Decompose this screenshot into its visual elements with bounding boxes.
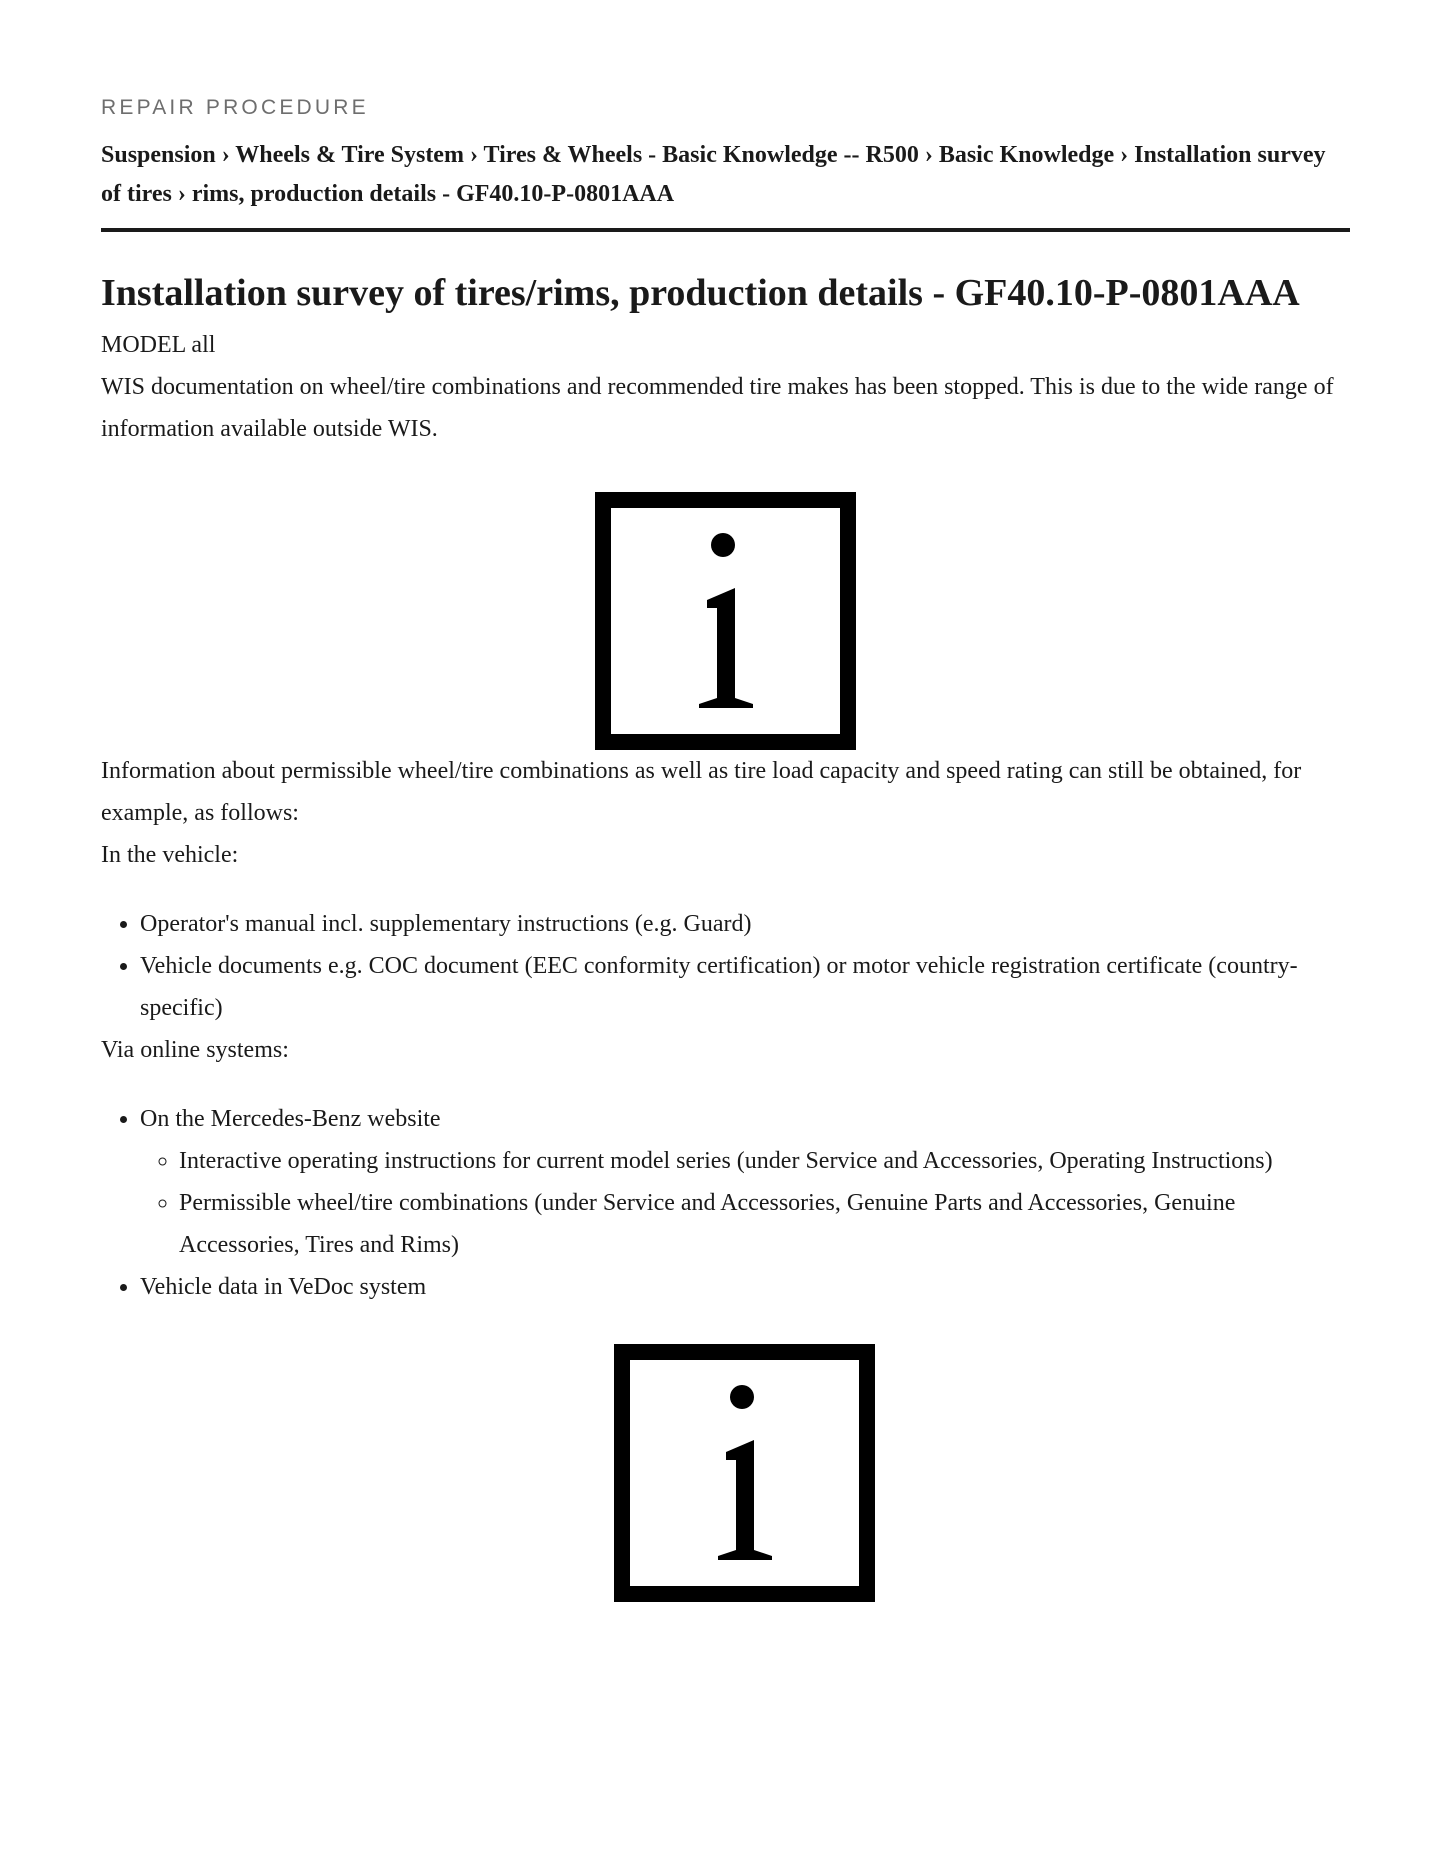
document-page xyxy=(101,0,1350,1602)
in-vehicle-list xyxy=(101,903,1350,1029)
intro-paragraph: WIS documentation on wheel/tire combinations and recommended tire makes has been stopped. This is due to the wide range of information available outside WIS. xyxy=(101,374,1334,442)
in-vehicle-heading: In the vehicle: xyxy=(101,842,239,868)
info-icon xyxy=(595,492,856,750)
section-kicker: REPAIR PROCEDURE xyxy=(101,96,369,119)
list-item xyxy=(140,1098,1350,1266)
model-line: MODEL all xyxy=(101,332,216,358)
online-list xyxy=(101,1098,1350,1308)
breadcrumb: Suspension › Wheels & Tire System › Tires & Wheels - Basic Knowledge -- R500 › Basic Knowledge › Installation survey of tires › rims, production details - GF40.10-P-0801AAA xyxy=(101,142,1326,207)
info-icon-container xyxy=(101,492,1350,750)
page-title: Installation survey of tires/rims, production details - GF40.10-P-0801AAA xyxy=(101,272,1300,314)
header-divider xyxy=(101,228,1350,232)
info-paragraph: Information about permissible wheel/tire combinations as well as tire load capacity and speed rating can still be obtained, for example, as follows: xyxy=(101,758,1302,826)
list-item: • Operator's manual incl. supplementary instructions (e.g. Guard) xyxy=(140,903,1350,945)
list-item: • Vehicle documents e.g. COC document (EEC conformity certification) or motor vehicle registration certificate (country-specific) xyxy=(140,945,1350,1029)
sub-list xyxy=(140,1140,1350,1266)
sub-list-item: ◦ Permissible wheel/tire combinations (under Service and Accessories, Genuine Parts and Accessories, Genuine Accessories, Tires and Rims) xyxy=(179,1182,1350,1266)
info-icon-container xyxy=(101,1344,1350,1602)
list-item: • Vehicle data in VeDoc system xyxy=(140,1266,1350,1308)
list-item-label: On the Mercedes-Benz website xyxy=(140,1106,441,1132)
info-icon xyxy=(614,1344,875,1602)
online-heading: Via online systems: xyxy=(101,1037,289,1063)
sub-list-item: ◦ Interactive operating instructions for current model series (under Service and Accessories, Operating Instructions) xyxy=(179,1140,1350,1182)
